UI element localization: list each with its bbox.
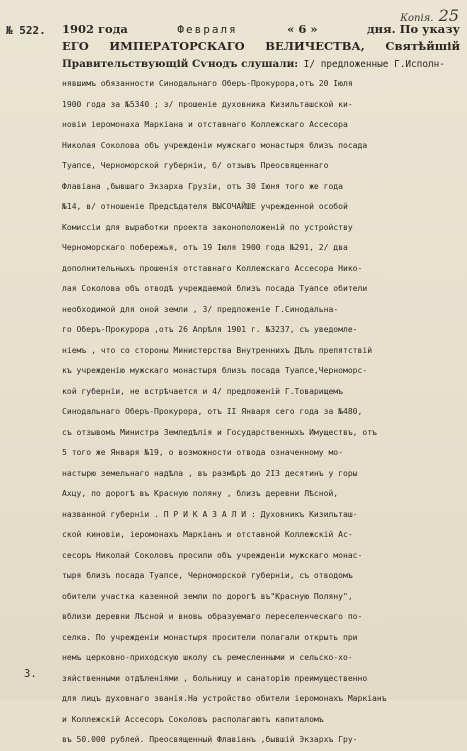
text-line: тыря близъ посада Туапсе, Черноморской губерніи, съ отводомъ: [62, 571, 353, 580]
date-month: Февраля: [177, 23, 238, 36]
synod-heading-bold: Правительствующій Сѵнодъ слушали:: [62, 58, 299, 70]
imperial-heading: ЕГО ИМПЕРАТОРСКАГО ВЕЛИЧЕСТВА, Святѣйшій: [62, 39, 460, 53]
text-line: селка. По учрежденіи монастыря просители полагали открыть при: [62, 632, 358, 642]
margin-number: 3.: [24, 668, 37, 680]
text-line: необходимой для оной земли , 3/ предложеніе Г.Синодальна-: [62, 304, 339, 314]
text-line: для лицъ духовнаго званія.На устройство обители іеромонахъ Маркіанъ: [62, 694, 387, 703]
text-line: го Оберъ-Прокурора ,отъ 26 Апрѣля 1901 г. №3237, съ уведомле-: [62, 325, 358, 334]
text-line: Флавіана ,бывшаго Экзарха Грузіи, отъ 30 Іюня того же года: [62, 181, 343, 191]
synod-heading: [62, 56, 460, 73]
text-line: Ахцу, по дорогѣ въ Красную поляну , близъ деревни Лѣсной,: [62, 489, 339, 498]
text-line: Николая Соколова объ учрежденіи мужскаго монастыря близъ посада: [62, 140, 368, 150]
text-line: Черноморскаго побережья, отъ 19 Іюля 1900 года №291, 2/ два: [62, 243, 348, 252]
text-line: кой губерніи, не встрѣчается и 4/ предложеній Г.Товарищемъ: [62, 386, 343, 396]
text-line: нявшимъ обязанности Синодальнаго Оберъ-Прокурора,отъ 20 Іюля: [62, 79, 353, 88]
text-line: дополнительныхъ прошенія отставнаго Коллежскаго Ассесора Нико-: [62, 263, 363, 273]
text-line: ніемъ , что со стороны Министерства Внутреннихъ Дѣлъ препятствій: [62, 345, 373, 355]
text-line: лая Соколова объ отводѣ учреждаемой близъ посада Туапсе обители: [62, 284, 368, 293]
text-line: обители участка казенной земли по дорогѣ въ"Красную Поляну",: [62, 591, 353, 601]
date-day: « 6 »: [287, 22, 318, 36]
text-line: вблизи деревни Лѣсной и вновь образуемаго переселенческаго по-: [62, 612, 363, 621]
text-line: настырю земельнаго надѣла , въ размѣрѣ до 2I3 десятинъ у горы: [62, 468, 358, 478]
date-rest: дня. По указу: [367, 22, 460, 36]
text-line: названной губерніи . П Р И К А З А Л И : Духовникъ Кизильташ-: [62, 509, 358, 519]
text-line: и Коллежскій Ассесоръ Соколовъ располагаютъ капиталомъ: [62, 714, 324, 724]
text-line: съ отзывомъ Министра Земледѣлія и Государственныхъ Имуществъ, отъ: [62, 427, 377, 437]
document-number: № 522.: [6, 24, 46, 37]
text-line: немъ церковно-приходскую школу съ ремесленными и сельско-хо-: [62, 653, 353, 662]
date-year: 1902 года: [62, 22, 128, 36]
text-line: новіи іеромонаха Маркіана и отставнаго Коллежскаго Ассесора: [62, 120, 348, 129]
text-line: Комиссіи для выработки проекта законоположеній по устройству: [62, 222, 353, 232]
text-line: ской киновіи, іеромонахъ Маркіанъ и отставной Коллежскій Ас-: [62, 530, 353, 539]
text-line: зяйственными отдѣленіями , больницу и санаторію преимущественно: [62, 673, 368, 683]
text-line: Синодальнаго Оберъ-Прокурора, отъ II Января сего года за №480,: [62, 407, 363, 416]
text-line: сесоръ Николай Соколовъ просили объ учрежденіи мужскаго монас-: [62, 550, 363, 560]
text-line: 1900 года за №5340 ; з/ прошеніе духовника Кизильташской ки-: [62, 99, 353, 109]
page-number-handwritten: 25: [438, 6, 459, 25]
document-body: [62, 74, 462, 751]
text-line: 5 того же Января №19, о возможности отвода означенному мо-: [62, 448, 343, 457]
date-line: [62, 22, 460, 36]
text-line: въ 50.000 рублей. Преосвященный Флавіанъ ,бывшій Экзархъ Гру-: [62, 735, 358, 744]
text-line: Туапсе, Черноморской губерніи, б/ отзывъ Преосвященнаго: [62, 161, 329, 170]
text-line: къ учрежденію мужскаго монастыря близъ посада Туапсе,Черноморс-: [62, 366, 368, 375]
synod-heading-text: I/ предложенные Г.Исполн-: [298, 59, 445, 70]
text-line: №14, в/ отношеніе Предсѣдателя ВЫСОЧАЙШЕ учрежденной особой: [62, 202, 348, 211]
copy-label: Копія.: [400, 13, 434, 24]
